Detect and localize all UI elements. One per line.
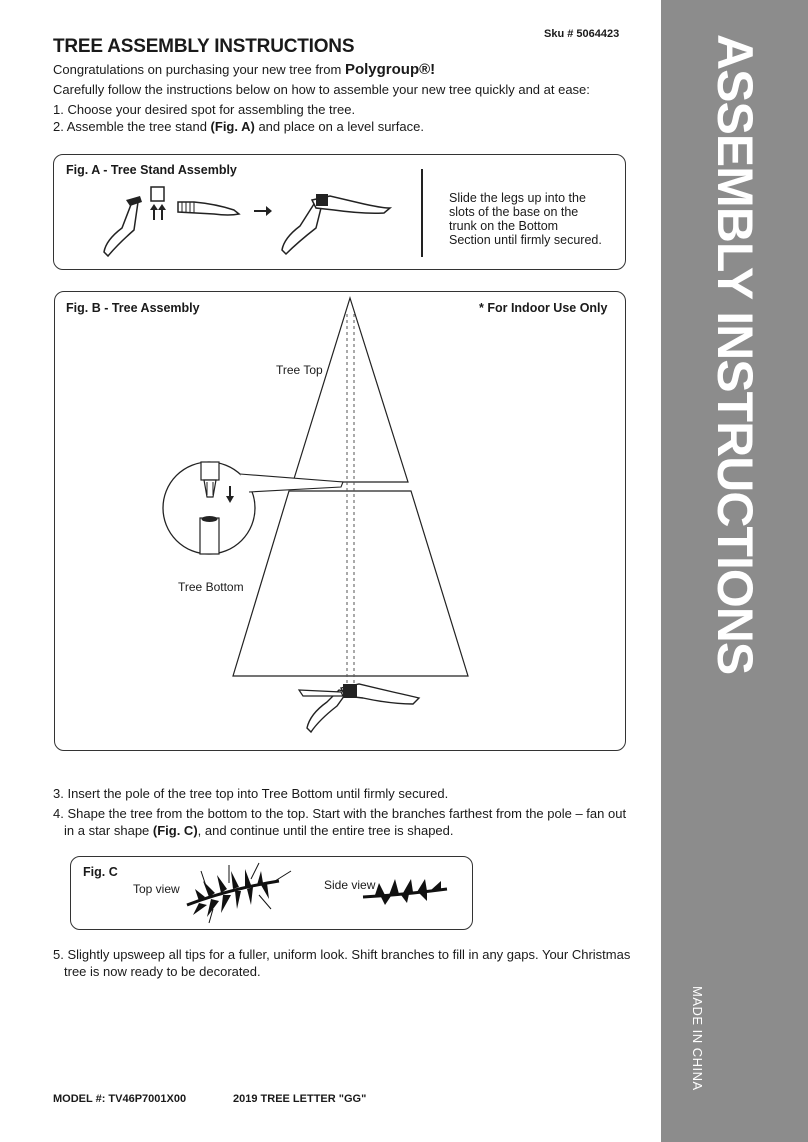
congrats-text: Congratulations on purchasing your new tree from (53, 62, 345, 77)
detail-top-pole (201, 462, 219, 480)
step-5-line-2: tree is now ready to be decorated. (64, 964, 261, 979)
fig-a-note-line: Section until firmly secured. (449, 233, 602, 247)
fig-a-arrow-2-head (158, 204, 166, 210)
fig-a-assembled-hub (316, 194, 328, 206)
fig-c-box (70, 856, 473, 930)
step-4-line-1: 4. Shape the tree from the bottom to the top. Start with the branches farthest from the pole – fan out (53, 806, 627, 821)
made-in-label: MADE IN CHINA (690, 986, 705, 1091)
page-title: TREE ASSEMBLY INSTRUCTIONS (53, 36, 355, 57)
fig-b-label: Fig. B - Tree Assembly (66, 301, 200, 315)
fig-a-right-arrow (254, 206, 272, 216)
fig-a-note (449, 191, 602, 247)
side-view-label: Side view (324, 878, 376, 892)
fig-a-box (53, 154, 626, 270)
step-4-a: in a star shape (64, 823, 153, 838)
tree-top-shape (293, 298, 408, 482)
indoor-use-label: * For Indoor Use Only (479, 301, 608, 315)
model-number: MODEL #: TV46P7001X00 (53, 1093, 187, 1105)
fig-b-tree-illustration (55, 292, 625, 750)
step-2-a: 2. Assemble the tree stand (53, 119, 211, 134)
tree-top-label: Tree Top (276, 363, 323, 377)
step-2-c: and place on a level surface. (254, 119, 424, 134)
fig-a-arrow-1-head (150, 204, 158, 210)
sidebar (661, 0, 808, 1142)
tree-letter: 2019 TREE LETTER "GG" (233, 1093, 367, 1105)
fig-a-leg-tip (126, 196, 142, 206)
sidebar-title: ASSEMBLY INSTRUCTIONS (707, 34, 763, 675)
detail-bottom-pole (200, 518, 219, 554)
top-view-branch (179, 859, 299, 927)
step-4-line-2 (64, 823, 454, 838)
side-view-branch (361, 875, 453, 911)
fig-a-note-line: Slide the legs up into the (449, 191, 586, 205)
brand-name: Polygroup®! (344, 61, 436, 78)
intro-text: Carefully follow the instructions below on how to assemble your new tree quickly and at ease: (53, 82, 590, 97)
fig-a-leg-left (104, 202, 138, 256)
fig-a-note-line: trunk on the Bottom (449, 219, 559, 233)
fig-a-leg-right (178, 202, 239, 215)
step-4-figref: (Fig. C) (152, 823, 198, 838)
fig-b-box (54, 291, 626, 751)
tree-bottom-shape (233, 491, 468, 676)
fig-a-assembled-leg-left (282, 204, 322, 254)
fan-arrow (259, 895, 271, 909)
fan-arrow (201, 871, 207, 889)
step-5-line-1: 5. Slightly upsweep all tips for a fuller, uniform look. Shift branches to fill in any gaps. Your Christmas (53, 947, 631, 962)
congrats-line (53, 61, 435, 78)
step-1: 1. Choose your desired spot for assembling the tree. (53, 102, 356, 117)
tree-bottom-label: Tree Bottom (178, 580, 244, 594)
step-3: 3. Insert the pole of the tree top into Tree Bottom until firmly secured. (53, 786, 449, 801)
step-2 (53, 119, 424, 134)
sku-label: Sku # 5064423 (544, 28, 620, 40)
fig-a-note-line: slots of the base on the (449, 205, 579, 219)
step-2-figref: (Fig. A) (210, 119, 255, 134)
fig-a-stand-illustration (94, 180, 394, 260)
step-4-c: , and continue until the entire tree is shaped. (197, 823, 454, 838)
fig-a-label: Fig. A - Tree Stand Assembly (66, 163, 237, 177)
tree-stand-hub (343, 684, 357, 698)
fig-c-label: Fig. C (83, 865, 118, 879)
fan-arrow (275, 871, 291, 881)
fig-a-hub (151, 187, 164, 201)
top-view-label: Top view (133, 882, 180, 896)
fan-arrow (251, 863, 259, 879)
fig-a-divider (421, 169, 423, 257)
tree-stand-leg-back (299, 690, 343, 696)
detail-bottom-socket (202, 516, 218, 522)
